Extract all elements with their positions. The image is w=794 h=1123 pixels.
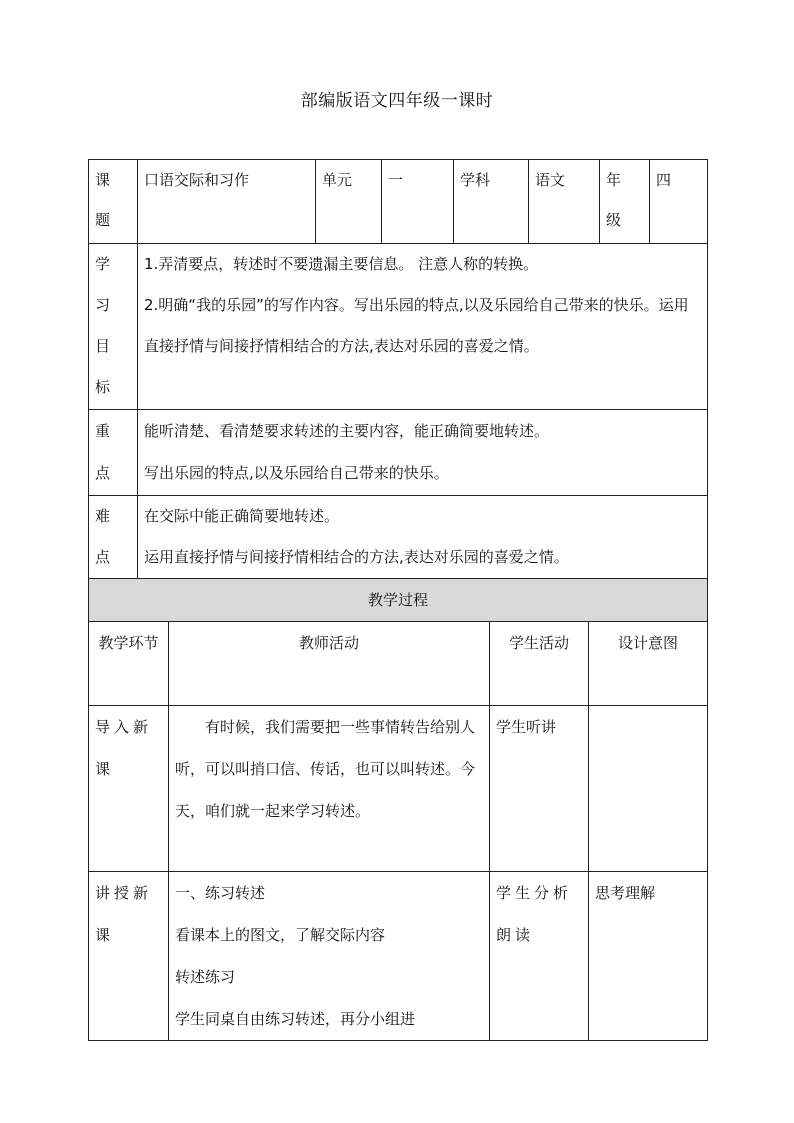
difficulties-label-text: 难点 xyxy=(95,507,111,566)
objective-2: 2.明确“我的乐园”的写作内容。写出乐园的特点,以及乐园给自己带来的快乐。运用直接抒情与间接抒情相结合的方法,表达对乐园的喜爱之情。 xyxy=(144,296,689,355)
difficulties-label xyxy=(89,496,138,579)
key-points-label xyxy=(89,410,138,496)
lecture-line-2: 看课本上的图文，了解交际内容 xyxy=(175,926,386,944)
unit-value: 一 xyxy=(382,160,454,244)
col-header-intent: 设计意图 xyxy=(589,622,708,706)
student-activity-intro: 学生听讲 xyxy=(490,706,589,872)
objectives-content xyxy=(138,244,708,410)
teacher-activity-lecture xyxy=(169,872,490,1041)
topic-label xyxy=(89,160,138,244)
unit-label: 单元 xyxy=(316,160,382,244)
topic-label-text: 课题 xyxy=(95,171,111,229)
lesson-info-table xyxy=(88,159,708,579)
page-title: 部编版语文四年级一课时 xyxy=(300,91,494,111)
grade-value: 四 xyxy=(650,160,708,244)
key-points-label-text: 重点 xyxy=(95,422,111,482)
col-header-teacher: 教师活动 xyxy=(169,622,490,706)
stage-intro: 导入新课 xyxy=(89,706,169,872)
topic-value: 口语交际和习作 xyxy=(138,160,316,244)
difficulties-content xyxy=(138,496,708,579)
key-point-1: 能听清楚、看清楚要求转述的主要内容，能正确简要地转述。 xyxy=(144,422,550,440)
stage-lecture: 讲授新课 xyxy=(89,872,169,1041)
process-header: 教学过程 xyxy=(89,579,708,622)
grade-label-text: 年级 xyxy=(606,171,622,229)
teaching-process-table xyxy=(88,578,708,1041)
difficulty-2: 运用直接抒情与间接抒情相结合的方法,表达对乐园的喜爱之情。 xyxy=(144,548,569,566)
key-points-content xyxy=(138,410,708,496)
lecture-line-3: 转述练习 xyxy=(175,968,236,986)
key-point-2: 写出乐园的特点,以及乐园给自己带来的快乐。 xyxy=(144,464,449,482)
design-intent-lecture: 思考理解 xyxy=(589,872,708,1041)
grade-label xyxy=(600,160,650,244)
difficulty-1: 在交际中能正确简要地转述。 xyxy=(144,507,340,525)
objectives-label xyxy=(89,244,138,410)
objectives-label-text: 学习目标 xyxy=(95,255,111,396)
subject-label: 学科 xyxy=(454,160,529,244)
col-header-stage: 教学环节 xyxy=(89,622,169,706)
student-activity-lecture: 学生分析朗读 xyxy=(490,872,589,1041)
lecture-line-4: 学生同桌自由练习转述，再分小组进 xyxy=(175,1010,416,1028)
objective-1: 1.弄清要点，转述时不要遗漏主要信息。 注意人称的转换。 xyxy=(144,255,539,273)
design-intent-intro xyxy=(589,706,708,872)
lecture-line-1: 一、练习转述 xyxy=(175,884,266,902)
teacher-activity-intro: 有时候，我们需要把一些事情转告给别人听，可以叫捎口信、传话，也可以叫转述。今天，咱们就一起来学习转述。 xyxy=(169,706,490,872)
col-header-student: 学生活动 xyxy=(490,622,589,706)
subject-value: 语文 xyxy=(529,160,600,244)
